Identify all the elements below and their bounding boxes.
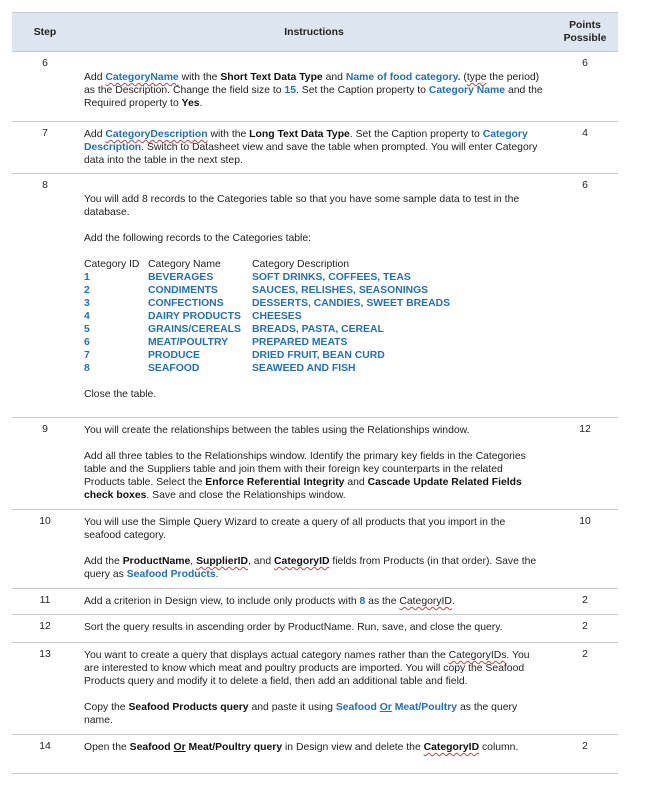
step-points: 6 xyxy=(582,58,588,69)
instructions-table xyxy=(12,12,618,774)
record-id: 8 xyxy=(84,363,90,374)
column-header-category-id: Category ID xyxy=(84,259,140,270)
table-row-step-8 xyxy=(12,174,618,418)
record-name: MEAT/POULTRY xyxy=(148,337,229,348)
record-id: 2 xyxy=(84,285,90,296)
step-points: 6 xyxy=(582,180,588,191)
instruction-paragraph: Add all three tables to the Relationships window. Identify the primary key fields in the Categories table and the Suppliers table and join them with their foreign key counterparts in the related Products table. Select the Enforce Referential Integrity and Cascade Update Related Fields check boxes. Save and close the Relationships window. xyxy=(84,451,526,501)
step-instructions xyxy=(78,643,552,734)
step-number: 11 xyxy=(39,595,51,606)
step-number: 12 xyxy=(39,621,51,632)
column-header-category-name: Category Name xyxy=(148,259,221,270)
step-instructions xyxy=(78,735,552,773)
record-id: 1 xyxy=(84,272,90,283)
header-points xyxy=(552,13,618,51)
instruction-paragraph: Sort the query results in ascending order by ProductName. Run, save, and close the query. xyxy=(84,622,503,633)
step-instructions xyxy=(78,174,552,417)
record-id: 7 xyxy=(84,350,90,361)
step-instructions xyxy=(78,589,552,614)
instruction-paragraph: You will add 8 records to the Categories table so that you have some sample data to test in the database. xyxy=(84,194,520,218)
record-description: SAUCES, RELISHES, SEASONINGS xyxy=(252,285,429,296)
record-name: GRAINS/CEREALS xyxy=(148,324,241,335)
instruction-paragraph: Close the table. xyxy=(84,389,157,400)
table-row-step-9 xyxy=(12,418,618,510)
record-id: 4 xyxy=(84,311,90,322)
step-number: 6 xyxy=(42,58,48,69)
record-description: DESSERTS, CANDIES, SWEET BREADS xyxy=(252,298,451,309)
step-number: 8 xyxy=(42,180,48,191)
step-number: 9 xyxy=(42,424,48,435)
header-points-line1: Points xyxy=(569,20,601,31)
record-name: BEVERAGES xyxy=(148,272,214,283)
instruction-paragraph: Add a criterion in Design view, to include only products with 8 as the CategoryID. xyxy=(84,596,455,607)
category-records xyxy=(84,258,544,375)
record-description: PREPARED MEATS xyxy=(252,337,348,348)
step-points: 2 xyxy=(582,621,588,632)
instruction-paragraph: You want to create a query that displays actual category names rather than the CategoryIDs. You are interested to know which meat and poultry products are imported. You will copy the Seafood Products query and modify it to delete a field, then add an additional table and field. xyxy=(84,650,530,687)
record-name: DAIRY PRODUCTS xyxy=(148,311,241,322)
record-description: DRIED FRUIT, BEAN CURD xyxy=(252,350,385,361)
step-number: 13 xyxy=(39,649,51,660)
table-row-step-11 xyxy=(12,589,618,615)
record-name: CONDIMENTS xyxy=(148,285,218,296)
instruction-paragraph: You will use the Simple Query Wizard to create a query of all products that you import in the seafood category. xyxy=(84,517,506,541)
step-instructions xyxy=(78,52,552,121)
record-name: SEAFOOD xyxy=(148,363,200,374)
instruction-paragraph: Add CategoryName with the Short Text Data Type and Name of food category. (type the period) as the Description. Change the field size to 15. Set the Caption property to Category Name and the Required property to Yes. xyxy=(84,72,543,109)
step-points: 2 xyxy=(582,649,588,660)
step-instructions xyxy=(78,615,552,642)
header-step: Step xyxy=(33,26,57,38)
instruction-paragraph: Add the ProductName, SupplierID, and CategoryID fields from Products (in that order). Save the query as Seafood Products. xyxy=(84,556,537,580)
record-id: 6 xyxy=(84,337,90,348)
column-header-category-description: Category Description xyxy=(252,259,350,270)
step-points: 12 xyxy=(579,424,591,435)
record-description: SEAWEED AND FISH xyxy=(252,363,356,374)
step-number: 14 xyxy=(39,741,51,752)
header-points-line2: Possible xyxy=(563,33,607,44)
step-instructions xyxy=(78,510,552,588)
step-points: 10 xyxy=(579,516,591,527)
instruction-paragraph: Add CategoryDescription with the Long Text Data Type. Set the Caption property to Category Description. Switch to Datasheet view and save the table when prompted. You will enter Category data into the table in the next step. xyxy=(84,129,538,166)
instruction-paragraph: You will create the relationships between the tables using the Relationships window. xyxy=(84,425,470,436)
record-id: 5 xyxy=(84,324,90,335)
step-number: 7 xyxy=(42,128,48,139)
record-name: PRODUCE xyxy=(148,350,200,361)
table-row-step-6 xyxy=(12,52,618,122)
step-points: 2 xyxy=(582,595,588,606)
step-instructions xyxy=(78,122,552,173)
table-row-step-12 xyxy=(12,615,618,643)
step-instructions xyxy=(78,418,552,509)
table-row-step-14 xyxy=(12,735,618,774)
instruction-paragraph: Open the Seafood Or Meat/Poultry query in Design view and delete the CategoryID column. xyxy=(84,742,519,753)
header-instructions: Instructions xyxy=(284,26,344,38)
record-id: 3 xyxy=(84,298,90,309)
record-description: SOFT DRINKS, COFFEES, TEAS xyxy=(252,272,411,283)
record-name: CONFECTIONS xyxy=(148,298,224,309)
step-points: 2 xyxy=(582,741,588,752)
table-row-step-13 xyxy=(12,643,618,735)
step-number: 10 xyxy=(39,516,51,527)
table-row-step-7 xyxy=(12,122,618,174)
instruction-paragraph: Add the following records to the Categories table: xyxy=(84,233,311,244)
table-header xyxy=(12,12,618,52)
record-description: CHEESES xyxy=(252,311,302,322)
step-points: 4 xyxy=(582,128,588,139)
table-row-step-10 xyxy=(12,510,618,589)
record-description: BREADS, PASTA, CEREAL xyxy=(252,324,384,335)
instruction-paragraph: Copy the Seafood Products query and paste it using Seafood Or Meat/Poultry as the query name. xyxy=(84,702,518,726)
